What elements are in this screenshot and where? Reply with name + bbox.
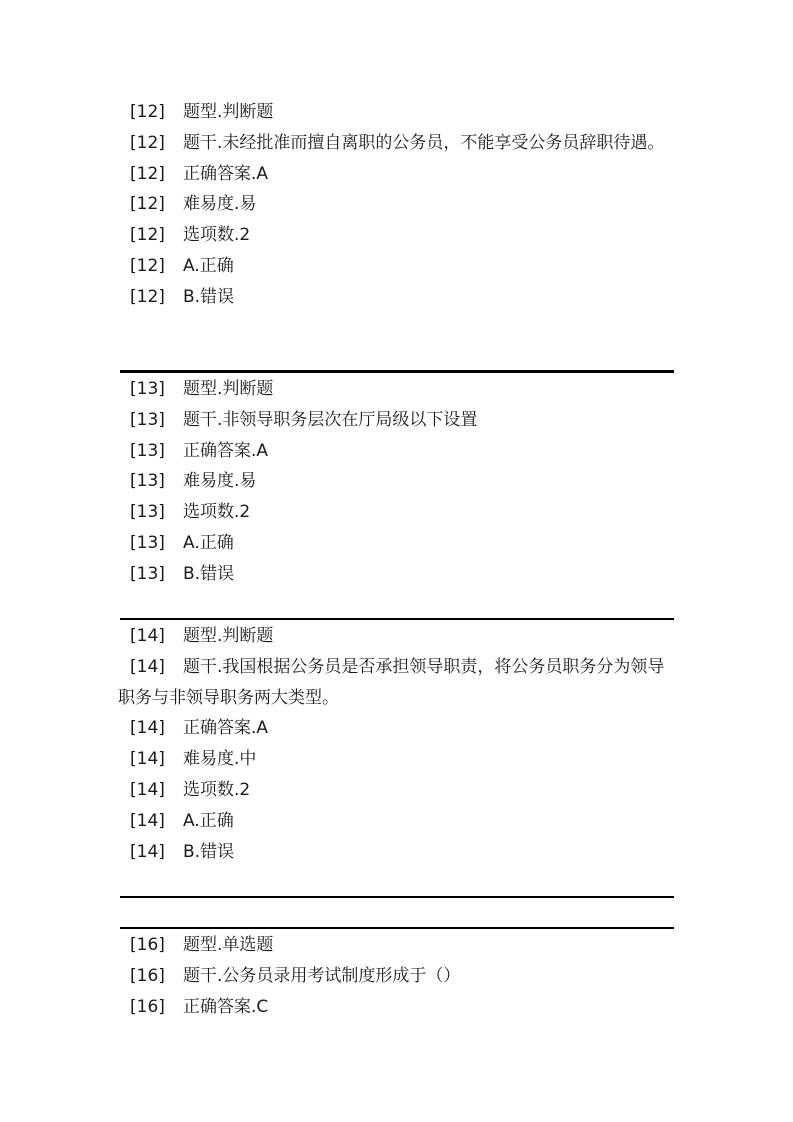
divider-rule [120,370,674,373]
question-number: [13] [130,532,165,553]
divider-rule [120,896,674,898]
question-stem-line [118,128,674,159]
correct-answer: 正确答案.A [183,163,269,184]
correct-answer: 正确答案.A [183,718,269,739]
question-number: [12] [130,225,165,246]
question-number: [13] [130,563,165,584]
option-count: 选项数.2 [183,779,251,800]
question-number: [12] [130,286,165,307]
question-number: [16] [130,935,165,955]
question-stem-line [118,405,674,436]
correct-answer: 正确答案.A [183,440,269,461]
divider-rule [120,927,674,929]
difficulty-line [118,744,674,775]
answer-line [118,992,674,1023]
option-a-line [118,528,674,559]
question-number: [14] [130,718,165,739]
question-type-line [118,621,674,652]
difficulty-line [118,189,674,220]
difficulty: 难易度.中 [183,749,257,770]
question-block-16 [118,930,674,1022]
question-type: 题型.单选题 [183,935,274,955]
question-stem: 题干.公务员录用考试制度形成于（） [183,965,461,986]
option-b: B.错误 [183,286,235,307]
correct-answer: 正确答案.C [183,996,269,1017]
question-number: [12] [130,194,165,215]
question-stem: 题干.非领导职务层次在厅局级以下设置 [183,409,478,430]
question-number: [14] [130,656,165,677]
question-number: [12] [130,132,165,153]
question-block-13 [118,374,674,590]
difficulty: 难易度.易 [183,194,257,215]
question-number: [14] [130,749,165,770]
option-count: 选项数.2 [183,225,251,246]
question-block-12 [118,97,674,313]
question-number: [14] [130,810,165,831]
option-count-line [118,220,674,251]
question-number: [13] [130,409,165,430]
option-a: A.正确 [183,532,234,553]
option-b: B.错误 [183,563,235,584]
question-number: [13] [130,440,165,461]
question-stem-line [118,961,674,992]
question-type: 题型.判断题 [183,379,274,399]
difficulty-line [118,466,674,497]
question-number: [12] [130,163,165,184]
answer-line [118,436,674,467]
option-b-line [118,282,674,313]
difficulty: 难易度.易 [183,471,257,492]
option-b: B.错误 [183,841,235,862]
question-number: [12] [130,255,165,276]
option-count-line [118,497,674,528]
divider-rule [120,618,674,620]
question-number: [16] [130,965,165,986]
question-type-line [118,374,674,405]
question-stem: 题干.我国根据公务员是否承担领导职责，将公务员职务分为领导职务与非领导职务两大类型。 [118,656,665,708]
option-b-line [118,559,674,590]
question-type-line [118,97,674,128]
question-block-14 [118,621,674,867]
question-number: [14] [130,626,165,646]
question-stem: 题干.未经批准而擅自离职的公务员，不能享受公务员辞职待遇。 [183,132,665,153]
option-a: A.正确 [183,255,234,276]
option-a-line [118,806,674,837]
question-type: 题型.判断题 [183,102,274,122]
question-type: 题型.判断题 [183,626,274,646]
option-a: A.正确 [183,810,234,831]
question-number: [13] [130,379,165,399]
question-number: [14] [130,841,165,862]
answer-line [118,713,674,744]
question-type-line [118,930,674,961]
option-b-line [118,837,674,868]
question-number: [16] [130,996,165,1017]
option-a-line [118,251,674,282]
question-number: [13] [130,471,165,492]
question-stem-line [118,652,674,714]
answer-line [118,159,674,190]
question-number: [14] [130,779,165,800]
question-number: [12] [130,102,165,122]
question-number: [13] [130,502,165,523]
option-count: 选项数.2 [183,502,251,523]
option-count-line [118,775,674,806]
